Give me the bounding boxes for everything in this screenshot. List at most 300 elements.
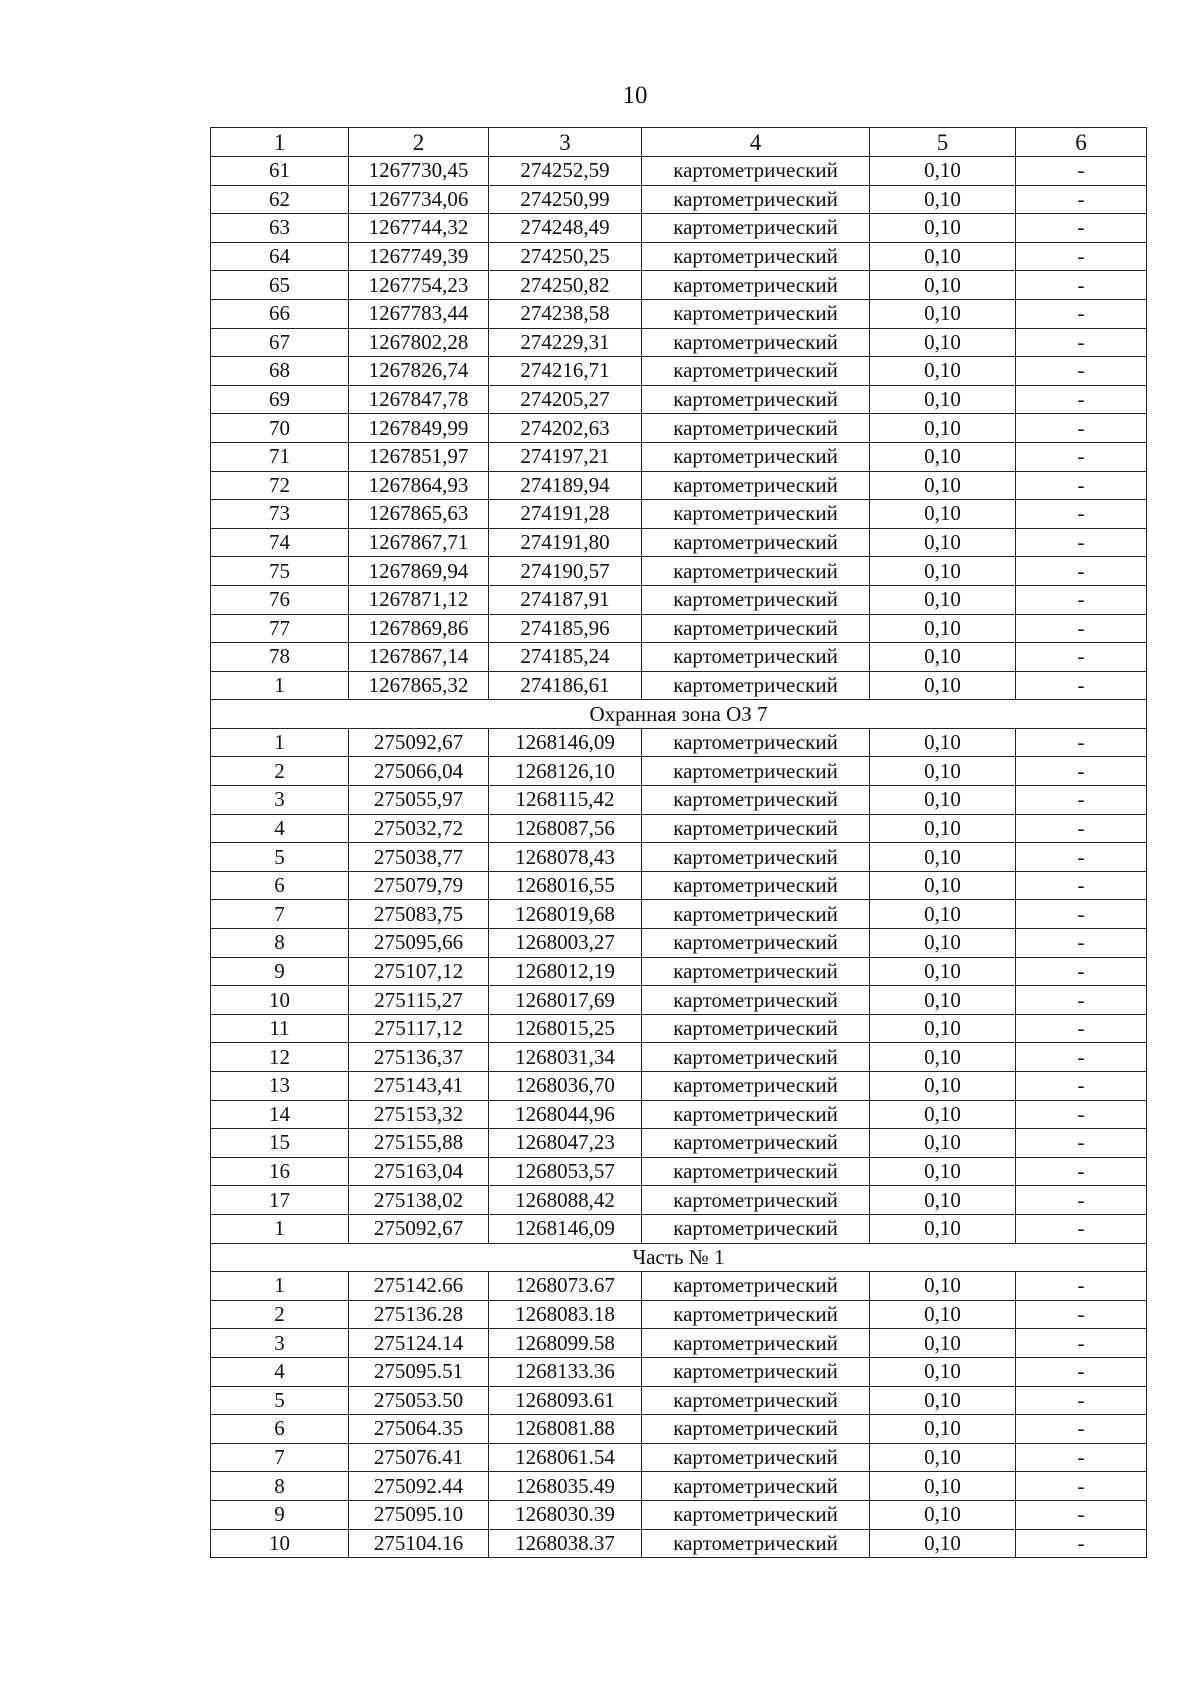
table-cell: 0,10 [870, 1100, 1016, 1129]
table-cell: 275143,41 [349, 1072, 489, 1101]
table-cell: 274185,96 [489, 614, 642, 643]
table-cell: 1268133.36 [489, 1357, 642, 1386]
table-cell: 1267869,94 [349, 557, 489, 586]
table-cell: 1268053,57 [489, 1157, 642, 1186]
table-cell: 275066,04 [349, 757, 489, 786]
table-cell: 1268146,09 [489, 728, 642, 757]
table-cell: 1267744,32 [349, 214, 489, 243]
table-cell: 275032,72 [349, 814, 489, 843]
table-cell: 0,10 [870, 385, 1016, 414]
table-cell: 65 [211, 271, 349, 300]
table-cell: 1268015,25 [489, 1014, 642, 1043]
column-header: 2 [349, 128, 489, 157]
table-cell: 1 [211, 1272, 349, 1301]
table-cell: картометрический [642, 1272, 870, 1301]
table-cell: 3 [211, 786, 349, 815]
column-header: 1 [211, 128, 349, 157]
table-cell: 9 [211, 1500, 349, 1529]
table-cell: 0,10 [870, 1014, 1016, 1043]
table-row [211, 843, 1147, 872]
table-cell: 1268035.49 [489, 1472, 642, 1501]
section-title: Часть № 1 [211, 1243, 1147, 1272]
table-cell: - [1016, 528, 1147, 557]
table-cell: 0,10 [870, 1186, 1016, 1215]
table-cell: 0,10 [870, 1214, 1016, 1243]
table-cell: 0,10 [870, 671, 1016, 700]
table-cell: 275124.14 [349, 1329, 489, 1358]
table-row [211, 1014, 1147, 1043]
table-cell: картометрический [642, 643, 870, 672]
table-cell: - [1016, 328, 1147, 357]
table-cell: 274216,71 [489, 357, 642, 386]
table-cell: 76 [211, 585, 349, 614]
table-cell: 275095,66 [349, 929, 489, 958]
table-cell: картометрический [642, 271, 870, 300]
table-cell: 275115,27 [349, 986, 489, 1015]
table-cell: 1268115,42 [489, 786, 642, 815]
table-cell: 7 [211, 1443, 349, 1472]
table-cell: - [1016, 1072, 1147, 1101]
table-cell: картометрический [642, 929, 870, 958]
table-cell: 0,10 [870, 185, 1016, 214]
table-cell: 1268019,68 [489, 900, 642, 929]
table-row [211, 757, 1147, 786]
table-cell: 7 [211, 900, 349, 929]
table-cell: 11 [211, 1014, 349, 1043]
table-cell: 274248,49 [489, 214, 642, 243]
table-cell: картометрический [642, 1529, 870, 1558]
table-cell: 275083,75 [349, 900, 489, 929]
table-cell: - [1016, 414, 1147, 443]
table-cell: 12 [211, 1043, 349, 1072]
table-cell: 275117,12 [349, 1014, 489, 1043]
table-row [211, 929, 1147, 958]
table-cell: 17 [211, 1186, 349, 1215]
table-cell: - [1016, 1043, 1147, 1072]
table-cell: картометрический [642, 671, 870, 700]
table-cell: 1267847,78 [349, 385, 489, 414]
table-row [211, 585, 1147, 614]
table-cell: 275163,04 [349, 1157, 489, 1186]
table-cell: картометрический [642, 1043, 870, 1072]
table-cell: 16 [211, 1157, 349, 1186]
table-cell: - [1016, 157, 1147, 186]
table-cell: 275095.51 [349, 1357, 489, 1386]
table-cell: картометрический [642, 414, 870, 443]
table-cell: 71 [211, 442, 349, 471]
table-cell: - [1016, 242, 1147, 271]
table-cell: 1267867,71 [349, 528, 489, 557]
table-cell: 1268031,34 [489, 1043, 642, 1072]
table-cell: картометрический [642, 900, 870, 929]
table-cell: картометрический [642, 385, 870, 414]
table-cell: - [1016, 357, 1147, 386]
table-row [211, 385, 1147, 414]
table-cell: 1268036,70 [489, 1072, 642, 1101]
table-cell: 275038,77 [349, 843, 489, 872]
table-cell: - [1016, 1014, 1147, 1043]
table-cell: 1267865,32 [349, 671, 489, 700]
table-cell: картометрический [642, 585, 870, 614]
table-cell: 275064.35 [349, 1415, 489, 1444]
table-cell: 274250,99 [489, 185, 642, 214]
table-row [211, 1329, 1147, 1358]
table-cell: 72 [211, 471, 349, 500]
table-cell: 1268030.39 [489, 1500, 642, 1529]
table-cell: 274191,28 [489, 500, 642, 529]
table-cell: 0,10 [870, 557, 1016, 586]
table-cell: 0,10 [870, 1386, 1016, 1415]
table-cell: 275153,32 [349, 1100, 489, 1129]
table-cell: 0,10 [870, 157, 1016, 186]
table-cell: 275055,97 [349, 786, 489, 815]
table-cell: - [1016, 814, 1147, 843]
table-cell: картометрический [642, 157, 870, 186]
table-cell: 0,10 [870, 471, 1016, 500]
table-cell: картометрический [642, 814, 870, 843]
table-cell: 1 [211, 1214, 349, 1243]
table-cell: 74 [211, 528, 349, 557]
table-row [211, 1415, 1147, 1444]
table-cell: - [1016, 614, 1147, 643]
table-cell: 5 [211, 1386, 349, 1415]
table-cell: 1268088,42 [489, 1186, 642, 1215]
table-cell: 274185,24 [489, 643, 642, 672]
table-cell: - [1016, 1214, 1147, 1243]
table-cell: 0,10 [870, 1472, 1016, 1501]
table-cell: 275136,37 [349, 1043, 489, 1072]
table-cell: 8 [211, 929, 349, 958]
table-cell: - [1016, 1100, 1147, 1129]
table-cell: 9 [211, 957, 349, 986]
table-cell: - [1016, 214, 1147, 243]
table-cell: 62 [211, 185, 349, 214]
table-cell: картометрический [642, 471, 870, 500]
table-cell: 6 [211, 871, 349, 900]
table-cell: 275092.44 [349, 1472, 489, 1501]
table-cell: 70 [211, 414, 349, 443]
table-row [211, 957, 1147, 986]
table-cell: 275155,88 [349, 1129, 489, 1158]
table-cell: 0,10 [870, 1415, 1016, 1444]
table-cell: 3 [211, 1329, 349, 1358]
table-cell: 274187,91 [489, 585, 642, 614]
table-cell: 1268012,19 [489, 957, 642, 986]
table-cell: 1267749,39 [349, 242, 489, 271]
table-cell: 0,10 [870, 957, 1016, 986]
table-cell: картометрический [642, 442, 870, 471]
table-cell: 0,10 [870, 299, 1016, 328]
table-cell: 0,10 [870, 1272, 1016, 1301]
table-row [211, 471, 1147, 500]
table-cell: 0,10 [870, 242, 1016, 271]
table-cell: 1268073.67 [489, 1272, 642, 1301]
table-cell: 0,10 [870, 271, 1016, 300]
table-cell: 15 [211, 1129, 349, 1158]
table-cell: 1268078,43 [489, 843, 642, 872]
table-cell: картометрический [642, 1157, 870, 1186]
table-cell: картометрический [642, 1472, 870, 1501]
table-cell: картометрический [642, 1300, 870, 1329]
table-cell: картометрический [642, 728, 870, 757]
table-cell: 0,10 [870, 328, 1016, 357]
table-cell: - [1016, 1386, 1147, 1415]
table-cell: картометрический [642, 1129, 870, 1158]
table-cell: - [1016, 471, 1147, 500]
table-cell: картометрический [642, 1500, 870, 1529]
table-cell: 0,10 [870, 214, 1016, 243]
table-row [211, 328, 1147, 357]
table-cell: 1268003,27 [489, 929, 642, 958]
table-cell: - [1016, 1443, 1147, 1472]
table-cell: 1268038.37 [489, 1529, 642, 1558]
table-cell: 1267869,86 [349, 614, 489, 643]
table-row [211, 185, 1147, 214]
table-cell: картометрический [642, 1072, 870, 1101]
table-cell: 14 [211, 1100, 349, 1129]
table-cell: 274238,58 [489, 299, 642, 328]
table-cell: 0,10 [870, 357, 1016, 386]
table-cell: - [1016, 1157, 1147, 1186]
table-cell: 75 [211, 557, 349, 586]
table-cell: 0,10 [870, 1129, 1016, 1158]
table-row [211, 157, 1147, 186]
table-cell: 0,10 [870, 442, 1016, 471]
table-cell: 5 [211, 843, 349, 872]
table-cell: - [1016, 900, 1147, 929]
table-cell: 275095.10 [349, 1500, 489, 1529]
table-cell: картометрический [642, 1386, 870, 1415]
table-cell: 275138,02 [349, 1186, 489, 1215]
table-cell: - [1016, 728, 1147, 757]
table-cell: 1267730,45 [349, 157, 489, 186]
table-cell: - [1016, 957, 1147, 986]
table-cell: 1267734,06 [349, 185, 489, 214]
table-cell: 274189,94 [489, 471, 642, 500]
table-row [211, 442, 1147, 471]
table-cell: - [1016, 1129, 1147, 1158]
table-cell: - [1016, 1529, 1147, 1558]
table-cell: 0,10 [870, 814, 1016, 843]
table-cell: картометрический [642, 357, 870, 386]
table-row [211, 786, 1147, 815]
table-row [211, 414, 1147, 443]
table-cell: картометрический [642, 185, 870, 214]
table-cell: 275136.28 [349, 1300, 489, 1329]
table-cell: 275104.16 [349, 1529, 489, 1558]
table-row [211, 214, 1147, 243]
table-cell: 1268087,56 [489, 814, 642, 843]
table-row [211, 1043, 1147, 1072]
table-cell: картометрический [642, 528, 870, 557]
table-cell: 1267826,74 [349, 357, 489, 386]
table-row [211, 1472, 1147, 1501]
table-cell: 68 [211, 357, 349, 386]
section-title-row [211, 1243, 1147, 1272]
table-cell: 13 [211, 1072, 349, 1101]
table-cell: 0,10 [870, 786, 1016, 815]
table-cell: 78 [211, 643, 349, 672]
table-cell: - [1016, 500, 1147, 529]
table-cell: картометрический [642, 757, 870, 786]
table-cell: картометрический [642, 1357, 870, 1386]
table-row [211, 528, 1147, 557]
table-row [211, 271, 1147, 300]
table-cell: 1267867,14 [349, 643, 489, 672]
table-cell: - [1016, 671, 1147, 700]
table-cell: 1267864,93 [349, 471, 489, 500]
table-cell: 6 [211, 1415, 349, 1444]
table-cell: - [1016, 843, 1147, 872]
section-title-row [211, 700, 1147, 729]
column-header: 6 [1016, 128, 1147, 157]
table-cell: - [1016, 1272, 1147, 1301]
table-cell: 1268146,09 [489, 1214, 642, 1243]
table-cell: картометрический [642, 214, 870, 243]
table-cell: 0,10 [870, 1072, 1016, 1101]
table-cell: 0,10 [870, 1529, 1016, 1558]
table-row [211, 643, 1147, 672]
column-header: 4 [642, 128, 870, 157]
table-cell: - [1016, 1357, 1147, 1386]
table-cell: картометрический [642, 786, 870, 815]
table-cell: - [1016, 385, 1147, 414]
table-cell: 77 [211, 614, 349, 643]
table-cell: - [1016, 643, 1147, 672]
table-cell: картометрический [642, 242, 870, 271]
table-cell: - [1016, 786, 1147, 815]
table-row [211, 1529, 1147, 1558]
table-cell: 0,10 [870, 1500, 1016, 1529]
table-cell: 274191,80 [489, 528, 642, 557]
table-cell: 0,10 [870, 1043, 1016, 1072]
page-number: 10 [622, 82, 648, 109]
table-cell: 0,10 [870, 757, 1016, 786]
table-cell: 0,10 [870, 500, 1016, 529]
table-cell: 0,10 [870, 614, 1016, 643]
table-cell: 1268081.88 [489, 1415, 642, 1444]
table-cell: картометрический [642, 1415, 870, 1444]
table-cell: - [1016, 1329, 1147, 1358]
table-row [211, 299, 1147, 328]
table-cell: - [1016, 929, 1147, 958]
table-cell: 0,10 [870, 1357, 1016, 1386]
table-cell: 0,10 [870, 1443, 1016, 1472]
table-row [211, 900, 1147, 929]
table-cell: картометрический [642, 957, 870, 986]
table-cell: 1268016,55 [489, 871, 642, 900]
table-cell: 274229,31 [489, 328, 642, 357]
table-cell: 1267802,28 [349, 328, 489, 357]
table-row [211, 1386, 1147, 1415]
table-cell: - [1016, 757, 1147, 786]
table-row [211, 1357, 1147, 1386]
table-cell: картометрический [642, 986, 870, 1015]
table-cell: 1267754,23 [349, 271, 489, 300]
table-cell: картометрический [642, 1014, 870, 1043]
table-cell: 66 [211, 299, 349, 328]
table-cell: картометрический [642, 1329, 870, 1358]
table-cell: 0,10 [870, 643, 1016, 672]
table-cell: 67 [211, 328, 349, 357]
table-cell: - [1016, 585, 1147, 614]
table-cell: 275079,79 [349, 871, 489, 900]
table-cell: картометрический [642, 614, 870, 643]
table-cell: 4 [211, 1357, 349, 1386]
table-cell: картометрический [642, 1100, 870, 1129]
table-cell: 0,10 [870, 1157, 1016, 1186]
coordinates-table [210, 127, 1147, 1558]
table-cell: 0,10 [870, 871, 1016, 900]
table-cell: - [1016, 1500, 1147, 1529]
table-cell: картометрический [642, 1214, 870, 1243]
table-cell: 0,10 [870, 843, 1016, 872]
table-cell: 1267865,63 [349, 500, 489, 529]
table-cell: 0,10 [870, 728, 1016, 757]
table-cell: 1267851,97 [349, 442, 489, 471]
table-cell: 1 [211, 671, 349, 700]
table-row [211, 1072, 1147, 1101]
table-cell: 10 [211, 986, 349, 1015]
table-cell: картометрический [642, 299, 870, 328]
table-cell: 1268083.18 [489, 1300, 642, 1329]
table-cell: - [1016, 557, 1147, 586]
table-cell: - [1016, 1186, 1147, 1215]
table-cell: - [1016, 442, 1147, 471]
table-row [211, 1214, 1147, 1243]
column-header: 3 [489, 128, 642, 157]
table-cell: 274250,25 [489, 242, 642, 271]
table-cell: 274250,82 [489, 271, 642, 300]
table-cell: 2 [211, 1300, 349, 1329]
table-cell: 69 [211, 385, 349, 414]
table-cell: 275092,67 [349, 1214, 489, 1243]
table-cell: 4 [211, 814, 349, 843]
table-cell: 1268061.54 [489, 1443, 642, 1472]
table-cell: - [1016, 271, 1147, 300]
table-row [211, 1129, 1147, 1158]
table-cell: 10 [211, 1529, 349, 1558]
table-cell: картометрический [642, 871, 870, 900]
table-cell: 2 [211, 757, 349, 786]
table-cell: картометрический [642, 557, 870, 586]
table-cell: картометрический [642, 843, 870, 872]
table-row [211, 557, 1147, 586]
table-row [211, 614, 1147, 643]
column-header: 5 [870, 128, 1016, 157]
table-cell: 0,10 [870, 414, 1016, 443]
table-row [211, 814, 1147, 843]
table-cell: - [1016, 299, 1147, 328]
table-cell: 275092,67 [349, 728, 489, 757]
table-cell: 0,10 [870, 1300, 1016, 1329]
table-cell: - [1016, 1472, 1147, 1501]
table-cell: 0,10 [870, 585, 1016, 614]
table-cell: 8 [211, 1472, 349, 1501]
table-cell: 275107,12 [349, 957, 489, 986]
table-cell: - [1016, 871, 1147, 900]
table-cell: 1268047,23 [489, 1129, 642, 1158]
table-cell: - [1016, 1415, 1147, 1444]
table-row [211, 242, 1147, 271]
table-row [211, 728, 1147, 757]
table-row [211, 986, 1147, 1015]
table-cell: 274197,21 [489, 442, 642, 471]
table-cell: - [1016, 986, 1147, 1015]
table-row [211, 1443, 1147, 1472]
table-cell: 1267783,44 [349, 299, 489, 328]
table-header-row [211, 128, 1147, 157]
